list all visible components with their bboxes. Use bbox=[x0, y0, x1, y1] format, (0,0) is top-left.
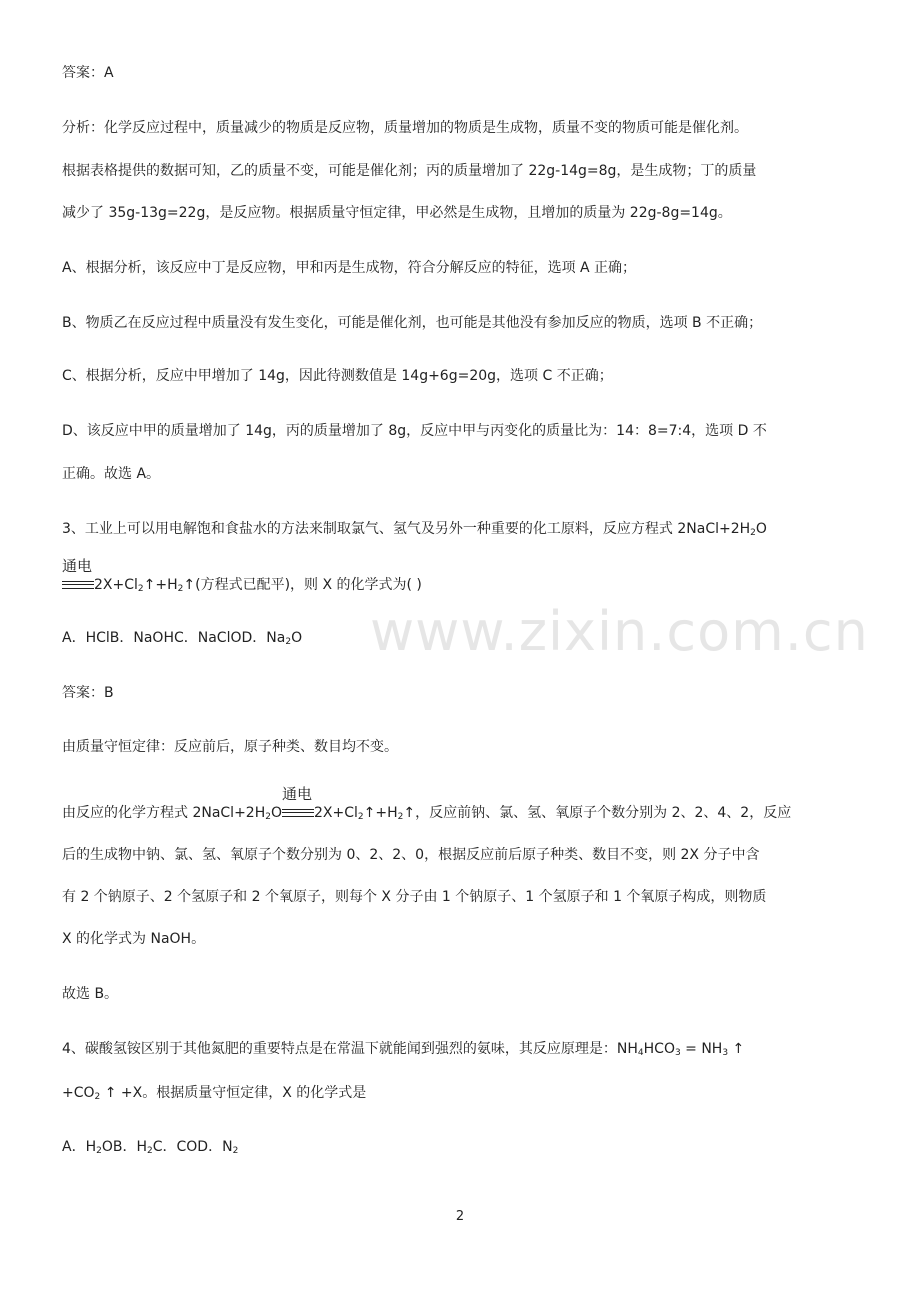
watermark: www.zixin.com.cn bbox=[370, 600, 869, 663]
expl-part-c: 2X+Cl bbox=[314, 805, 358, 821]
expl-part-e: ↑，反应前钠、氯、氢、氧原子个数分别为 2、2、4、2，反应 bbox=[403, 805, 792, 821]
page-number: 2 bbox=[455, 1209, 465, 1224]
double-equals-sign bbox=[62, 581, 94, 589]
q3-stem bbox=[62, 519, 767, 543]
q3-explanation-line-3: 后的生成物中钠、氯、氢、氧原子个数分别为 0、2、2、0，根据反应前后原子种类、数目不变，则 2X 分子中含 bbox=[62, 847, 760, 863]
q4-stem2-b: ↑ +X。根据质量守恒定律，X 的化学式是 bbox=[100, 1085, 367, 1101]
expl-part-a: 由反应的化学方程式 2NaCl+2H bbox=[62, 805, 266, 821]
q3-options bbox=[62, 628, 302, 652]
expl-part-b: O bbox=[270, 805, 283, 821]
q4-stem-line-2 bbox=[62, 1083, 366, 1107]
q4-stem-line-1 bbox=[62, 1039, 744, 1063]
subscript: 2 bbox=[94, 1092, 101, 1102]
q2-analysis-line-1: 分析：化学反应过程中，质量减少的物质是反应物，质量增加的物质是生成物，质量不变的物质可能是催化剂。 bbox=[62, 120, 748, 136]
subscript: 2 bbox=[147, 1146, 153, 1156]
subscript: 2 bbox=[397, 812, 404, 822]
condition-label: 通电 bbox=[282, 785, 313, 803]
q4-stem-c: = NH bbox=[680, 1041, 723, 1057]
q2-answer: 答案：A bbox=[62, 65, 114, 81]
q4-stem-b: HCO bbox=[643, 1041, 675, 1057]
q2-option-d-line-2: 正确。故选 A。 bbox=[62, 466, 161, 482]
q3-equation bbox=[62, 557, 422, 599]
q3-options-end: O bbox=[291, 630, 303, 646]
q3-answer: 答案：B bbox=[62, 685, 114, 701]
q3-stem-end: O bbox=[755, 521, 767, 537]
double-equals-sign bbox=[282, 809, 314, 817]
subscript: 4 bbox=[637, 1048, 644, 1058]
q2-analysis-line-2: 根据表格提供的数据可知，乙的质量不变，可能是催化剂；丙的质量增加了 22g-14g=8g，是生成物；丁的质量 bbox=[62, 163, 757, 179]
q4-options-b: OB．H bbox=[101, 1139, 147, 1155]
subscript: 2 bbox=[177, 584, 184, 594]
eq-part-2: ↑+H bbox=[143, 577, 178, 593]
q4-options bbox=[62, 1137, 238, 1161]
eq-part-3: ↑(方程式已配平)，则 X 的化学式为( ) bbox=[183, 577, 422, 593]
q3-options-text: A．HClB．NaOHC．NaClOD．Na bbox=[62, 630, 286, 646]
subscript: 3 bbox=[722, 1048, 729, 1058]
subscript: 2 bbox=[357, 812, 364, 822]
subscript: 2 bbox=[96, 1146, 102, 1156]
q2-option-b: B、物质乙在反应过程中质量没有发生变化，可能是催化剂，也可能是其他没有参加反应的物质，选项 B 不正确； bbox=[62, 315, 763, 331]
eq-part-1: 2X+Cl bbox=[94, 577, 138, 593]
q4-stem2-a: +CO bbox=[62, 1085, 95, 1101]
condition-label: 通电 bbox=[62, 557, 93, 575]
q4-stem-a: 4、碳酸氢铵区别于其他氮肥的重要特点是在常温下就能闻到强烈的氨味，其反应原理是：NH bbox=[62, 1041, 638, 1057]
subscript: 2 bbox=[137, 584, 144, 594]
expl-part-d: ↑+H bbox=[363, 805, 398, 821]
q3-explanation-line-5: X 的化学式为 NaOH。 bbox=[62, 931, 206, 947]
q4-stem-d: ↑ bbox=[728, 1041, 745, 1057]
q4-options-a: A．H bbox=[62, 1139, 97, 1155]
q3-explanation-line-4: 有 2 个钠原子、2 个氢原子和 2 个氧原子，则每个 X 分子由 1 个钠原子、1 个氢原子和 1 个氧原子构成，则物质 bbox=[62, 889, 767, 905]
subscript: 2 bbox=[285, 637, 292, 647]
q2-option-c: C、根据分析，反应中甲增加了 14g，因此待测数值是 14g+6g=20g，选项 C 不正确； bbox=[62, 368, 613, 384]
q2-option-d-line-1: D、该反应中甲的质量增加了 14g，丙的质量增加了 8g，反应中甲与丙变化的质量比为：14：8=7:4，选项 D 不 bbox=[62, 423, 767, 439]
reaction-condition bbox=[282, 785, 314, 823]
q3-explanation-line-2 bbox=[62, 785, 792, 827]
q2-analysis-line-3: 减少了 35g-13g=22g，是反应物。根据质量守恒定律，甲必然是生成物，且增加的质量为 22g-8g=14g。 bbox=[62, 205, 732, 221]
subscript: 2 bbox=[750, 528, 756, 538]
q3-explanation-line-1: 由质量守恒定律：反应前后，原子种类、数目均不变。 bbox=[62, 739, 398, 755]
subscript: 3 bbox=[674, 1048, 681, 1058]
q2-option-a: A、根据分析，该反应中丁是反应物，甲和丙是生成物，符合分解反应的特征，选项 A 正确； bbox=[62, 260, 637, 276]
q3-stem-text: 3、工业上可以用电解饱和食盐水的方法来制取氯气、氢气及另外一种重要的化工原料，反应方程式 2NaCl+2H bbox=[62, 521, 751, 537]
q4-options-c: C．COD．N bbox=[152, 1139, 233, 1155]
reaction-condition bbox=[62, 557, 94, 595]
subscript: 2 bbox=[265, 812, 271, 822]
q3-conclusion: 故选 B。 bbox=[62, 986, 119, 1002]
subscript: 2 bbox=[232, 1146, 239, 1156]
